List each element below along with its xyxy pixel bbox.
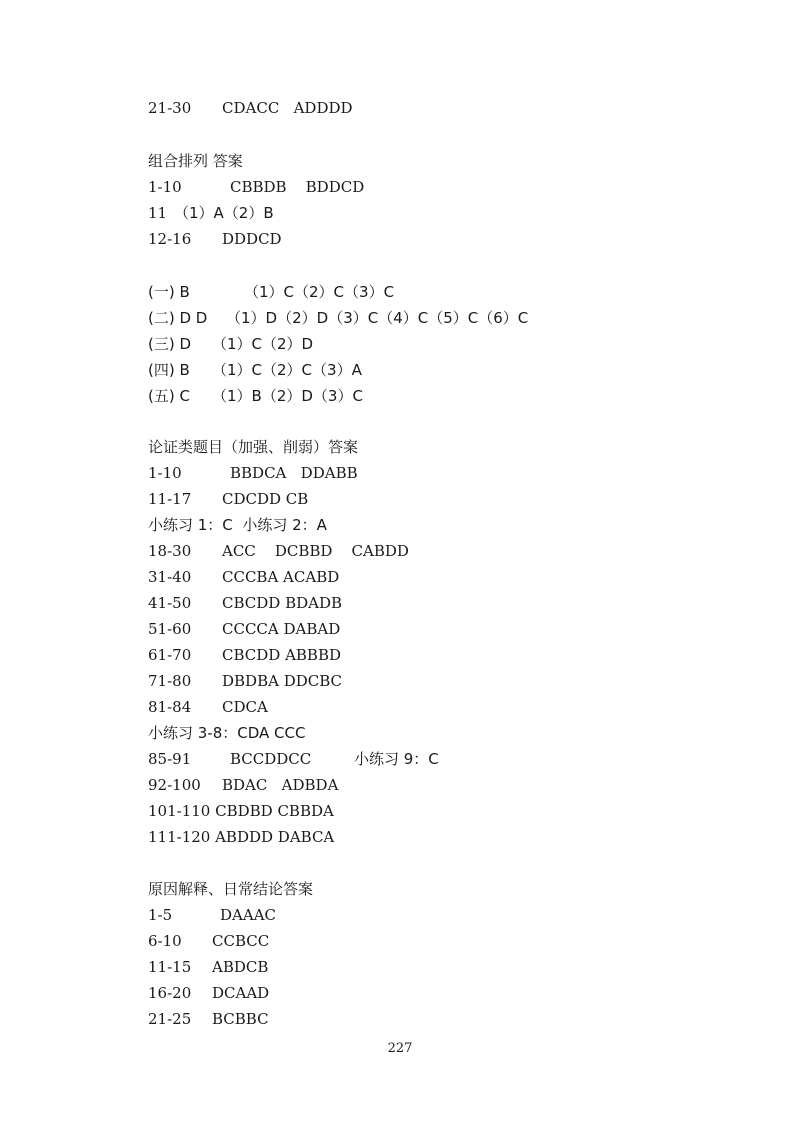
answer-key: CDACC ADDDD bbox=[222, 99, 353, 117]
group-label: (二) D D bbox=[148, 309, 208, 327]
answer-key: （1）A（2）B bbox=[174, 204, 274, 222]
answer-row bbox=[0, 670, 800, 692]
question-range: 12-16 bbox=[148, 230, 192, 248]
answer-key: CCBCC bbox=[212, 932, 270, 950]
answer-row bbox=[0, 1008, 800, 1030]
answer-key: DAAAC bbox=[220, 906, 277, 924]
answer-key: （1）B（2）D（3）C bbox=[212, 387, 363, 405]
section-title: 组合排列 答案 bbox=[148, 152, 243, 170]
question-range: 16-20 bbox=[148, 984, 192, 1002]
answer-row bbox=[0, 307, 800, 329]
answer-key: CBCDD BDADB bbox=[222, 594, 343, 612]
question-range: 92-100 bbox=[148, 776, 201, 794]
answer-row bbox=[0, 904, 800, 926]
question-range: 61-70 bbox=[148, 646, 192, 664]
answer-row bbox=[0, 592, 800, 614]
answer-key: BBDCA DDABB bbox=[230, 464, 358, 482]
group-label: (三) D bbox=[148, 335, 192, 353]
answer-row bbox=[0, 644, 800, 666]
section-heading bbox=[0, 878, 800, 900]
question-range: 41-50 bbox=[148, 594, 192, 612]
group-label: (一) B bbox=[148, 283, 190, 301]
answer-row bbox=[0, 333, 800, 355]
answer-row bbox=[0, 359, 800, 381]
question-range: 85-91 bbox=[148, 750, 192, 768]
answer-row bbox=[0, 281, 800, 303]
answer-row bbox=[0, 930, 800, 952]
answer-row bbox=[0, 202, 800, 224]
question-range: 6-10 bbox=[148, 932, 182, 950]
answer-row bbox=[0, 748, 800, 770]
answer-key: CDCDD CB bbox=[222, 490, 309, 508]
practice-answers: 小练习 9：C bbox=[354, 750, 439, 768]
answer-row bbox=[0, 176, 800, 198]
answer-key: BDAC ADBDA bbox=[222, 776, 339, 794]
answer-row bbox=[0, 488, 800, 510]
answer-row bbox=[0, 618, 800, 640]
question-range: 71-80 bbox=[148, 672, 192, 690]
question-range: 21-30 bbox=[148, 99, 192, 117]
answer-key: （1）C（2）D bbox=[212, 335, 314, 353]
answer-row bbox=[0, 385, 800, 407]
answer-key: CBBDB BDDCD bbox=[230, 178, 365, 196]
question-range: 21-25 bbox=[148, 1010, 192, 1028]
answer-key: 101-110 CBDBD CBBDA bbox=[148, 802, 334, 820]
practice-row bbox=[0, 722, 800, 744]
question-range: 1-10 bbox=[148, 464, 182, 482]
answer-row bbox=[0, 826, 800, 848]
question-range: 18-30 bbox=[148, 542, 192, 560]
answer-key: CBCDD ABBBD bbox=[222, 646, 342, 664]
answer-key: CCCCA DABAD bbox=[222, 620, 341, 638]
answer-key: （1）C（2）C（3）C bbox=[244, 283, 395, 301]
answer-row bbox=[0, 540, 800, 562]
answer-row bbox=[0, 774, 800, 796]
answer-row bbox=[0, 982, 800, 1004]
page-number: 227 bbox=[387, 1041, 413, 1056]
practice-answers: 小练习 1：C 小练习 2：A bbox=[148, 516, 327, 534]
answer-row bbox=[0, 228, 800, 250]
answer-key: BCCDDCC bbox=[230, 750, 312, 768]
section-title: 论证类题目（加强、削弱）答案 bbox=[148, 438, 359, 456]
answer-row bbox=[0, 956, 800, 978]
answer-row bbox=[0, 800, 800, 822]
answer-key: BCBBC bbox=[212, 1010, 269, 1028]
question-range: 1-5 bbox=[148, 906, 173, 924]
answer-key: DCAAD bbox=[212, 984, 270, 1002]
answer-row bbox=[0, 696, 800, 718]
question-range: 51-60 bbox=[148, 620, 192, 638]
answer-key: ACC DCBBD CABDD bbox=[222, 542, 409, 560]
question-range: 1-10 bbox=[148, 178, 182, 196]
section-heading bbox=[0, 436, 800, 458]
question-range: 31-40 bbox=[148, 568, 192, 586]
group-label: (五) C bbox=[148, 387, 190, 405]
answer-key: 111-120 ABDDD DABCA bbox=[148, 828, 335, 846]
answer-key: （1）C（2）C（3）A bbox=[212, 361, 362, 379]
question-range: 81-84 bbox=[148, 698, 192, 716]
group-label: (四) B bbox=[148, 361, 190, 379]
answer-key: DBDBA DDCBC bbox=[222, 672, 343, 690]
question-range: 11 bbox=[148, 204, 168, 222]
practice-row bbox=[0, 514, 800, 536]
practice-answers: 小练习 3-8：CDA CCC bbox=[148, 724, 306, 742]
section-title: 原因解释、日常结论答案 bbox=[148, 880, 314, 898]
answer-key: （1）D（2）D（3）C（4）C（5）C（6）C bbox=[226, 309, 529, 327]
answer-key: ABDCB bbox=[212, 958, 269, 976]
answer-key: CDCA bbox=[222, 698, 268, 716]
answer-row bbox=[0, 566, 800, 588]
answer-key: DDDCD bbox=[222, 230, 282, 248]
answer-row bbox=[0, 97, 800, 119]
section-heading bbox=[0, 150, 800, 172]
question-range: 11-15 bbox=[148, 958, 192, 976]
answer-row bbox=[0, 462, 800, 484]
answer-key: CCCBA ACABD bbox=[222, 568, 340, 586]
question-range: 11-17 bbox=[148, 490, 192, 508]
